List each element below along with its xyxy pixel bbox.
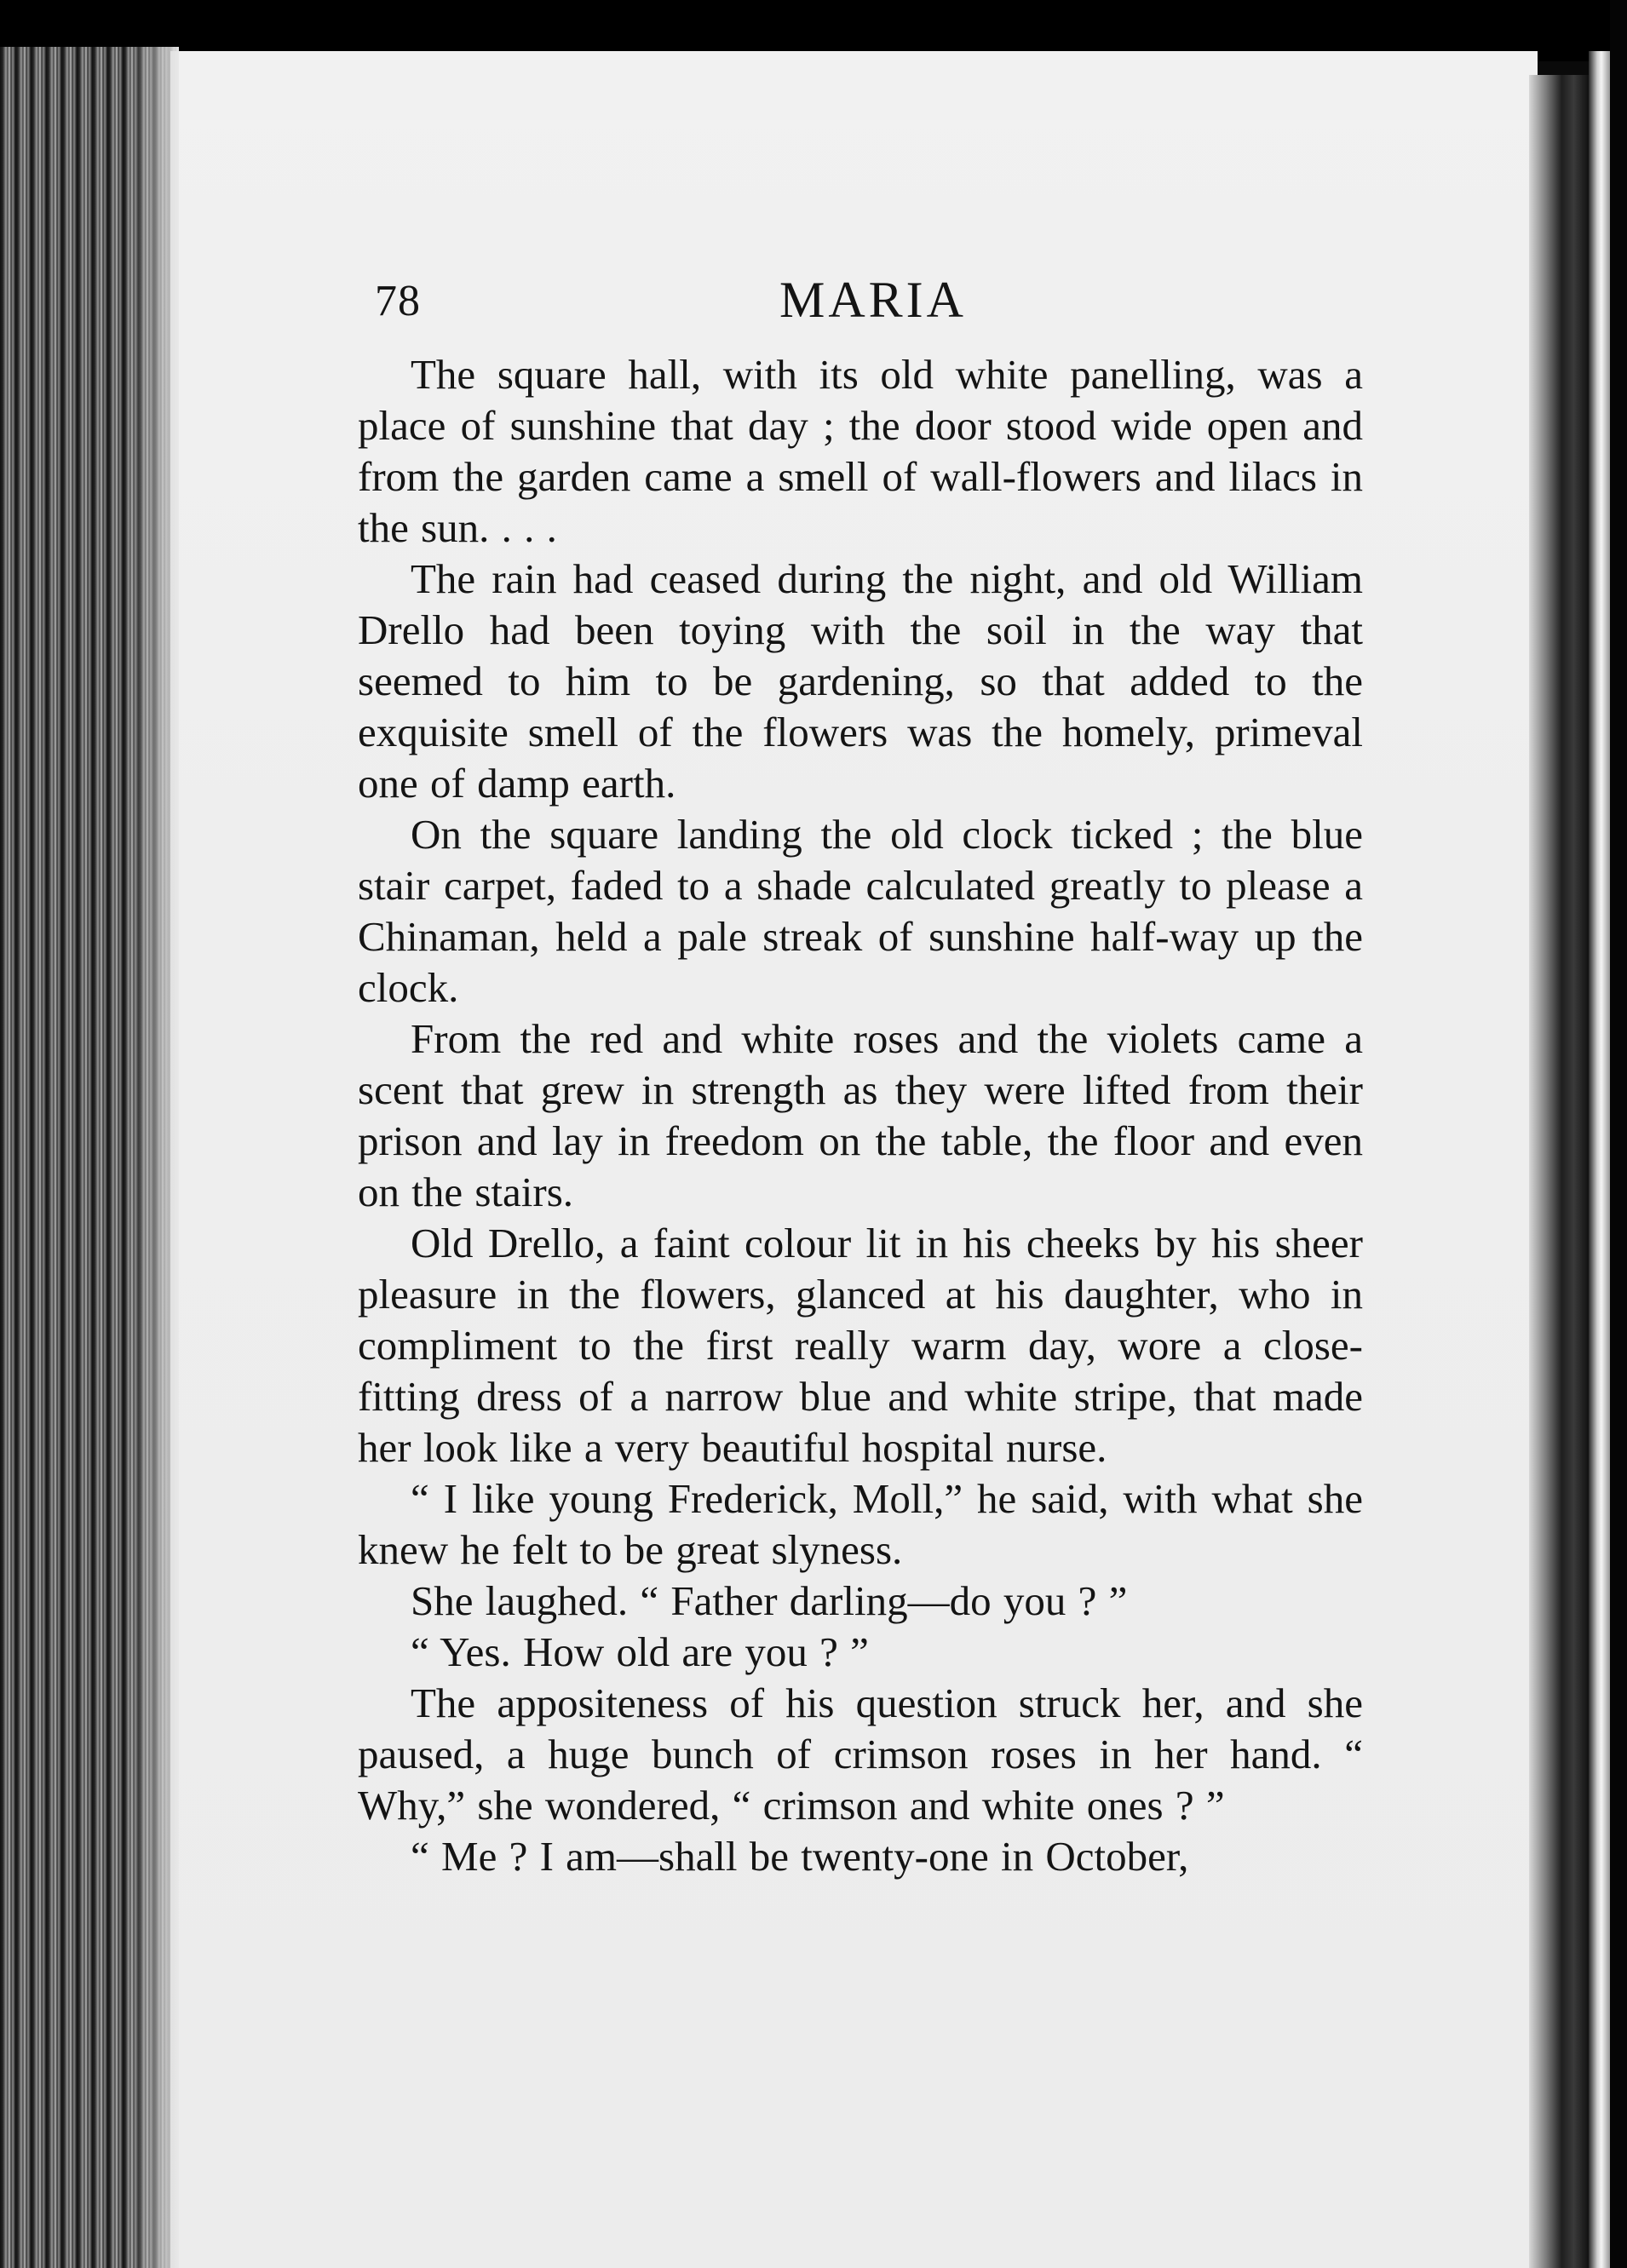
book-gutter [1529, 75, 1589, 2268]
paragraph: On the square landing the old clock ticked ; the blue stair carpet, faded to a shade calculated greatly to please a Chinaman, held a pale streak of sunshine half-way up the clock. [358, 811, 1363, 1011]
page-title: MARIA [779, 272, 967, 328]
paragraph: Old Drello, a faint colour lit in his cheeks by his sheer pleasure in the flowers, glanced at his daughter, who in compliment to the first really warm day, wore a close-fitting dress of a narrow blue and white stripe, that made her look like a very beautiful hospital nurse. [358, 1220, 1363, 1471]
paragraph: “ Yes. How old are you ? ” [411, 1628, 869, 1675]
facing-page-edge [1589, 51, 1610, 2268]
paragraph: “ I like young Frederick, Moll,” he said, with what she knew he felt to be great slyness. [358, 1475, 1363, 1573]
paragraph: The square hall, with its old white panelling, was a place of sunshine that day ; the door stood wide open and from the garden came a smell of wall-flowers and lilacs in the sun. . . . [358, 351, 1363, 551]
running-head [358, 256, 1363, 349]
page-number: 78 [375, 277, 421, 325]
paragraph: The rain had ceased during the night, and old William Drello had been toying with the soil in the way that seemed to him to be gardening, so that added to the exquisite smell of the flowers was the homely, primeval one of damp earth. [358, 555, 1363, 807]
paragraph: “ Me ? I am—shall be twenty-one in October, [411, 1833, 1189, 1880]
paragraph: She laughed. “ Father darling—do you ? ” [411, 1577, 1128, 1624]
page-edge-shadow [128, 47, 179, 2268]
paragraph: The appositeness of his question struck her, and she paused, a huge bunch of crimson roses in her hand. “ Why,” she wondered, “ crimson and white ones ? ” [358, 1679, 1363, 1829]
paragraph: From the red and white roses and the violets came a scent that grew in strength as they were lifted from their prison and lay in freedom on the table, the floor and even on the stairs. [358, 1015, 1363, 1215]
scan-right-border [1610, 0, 1627, 2268]
page-text-block [358, 256, 1363, 1882]
